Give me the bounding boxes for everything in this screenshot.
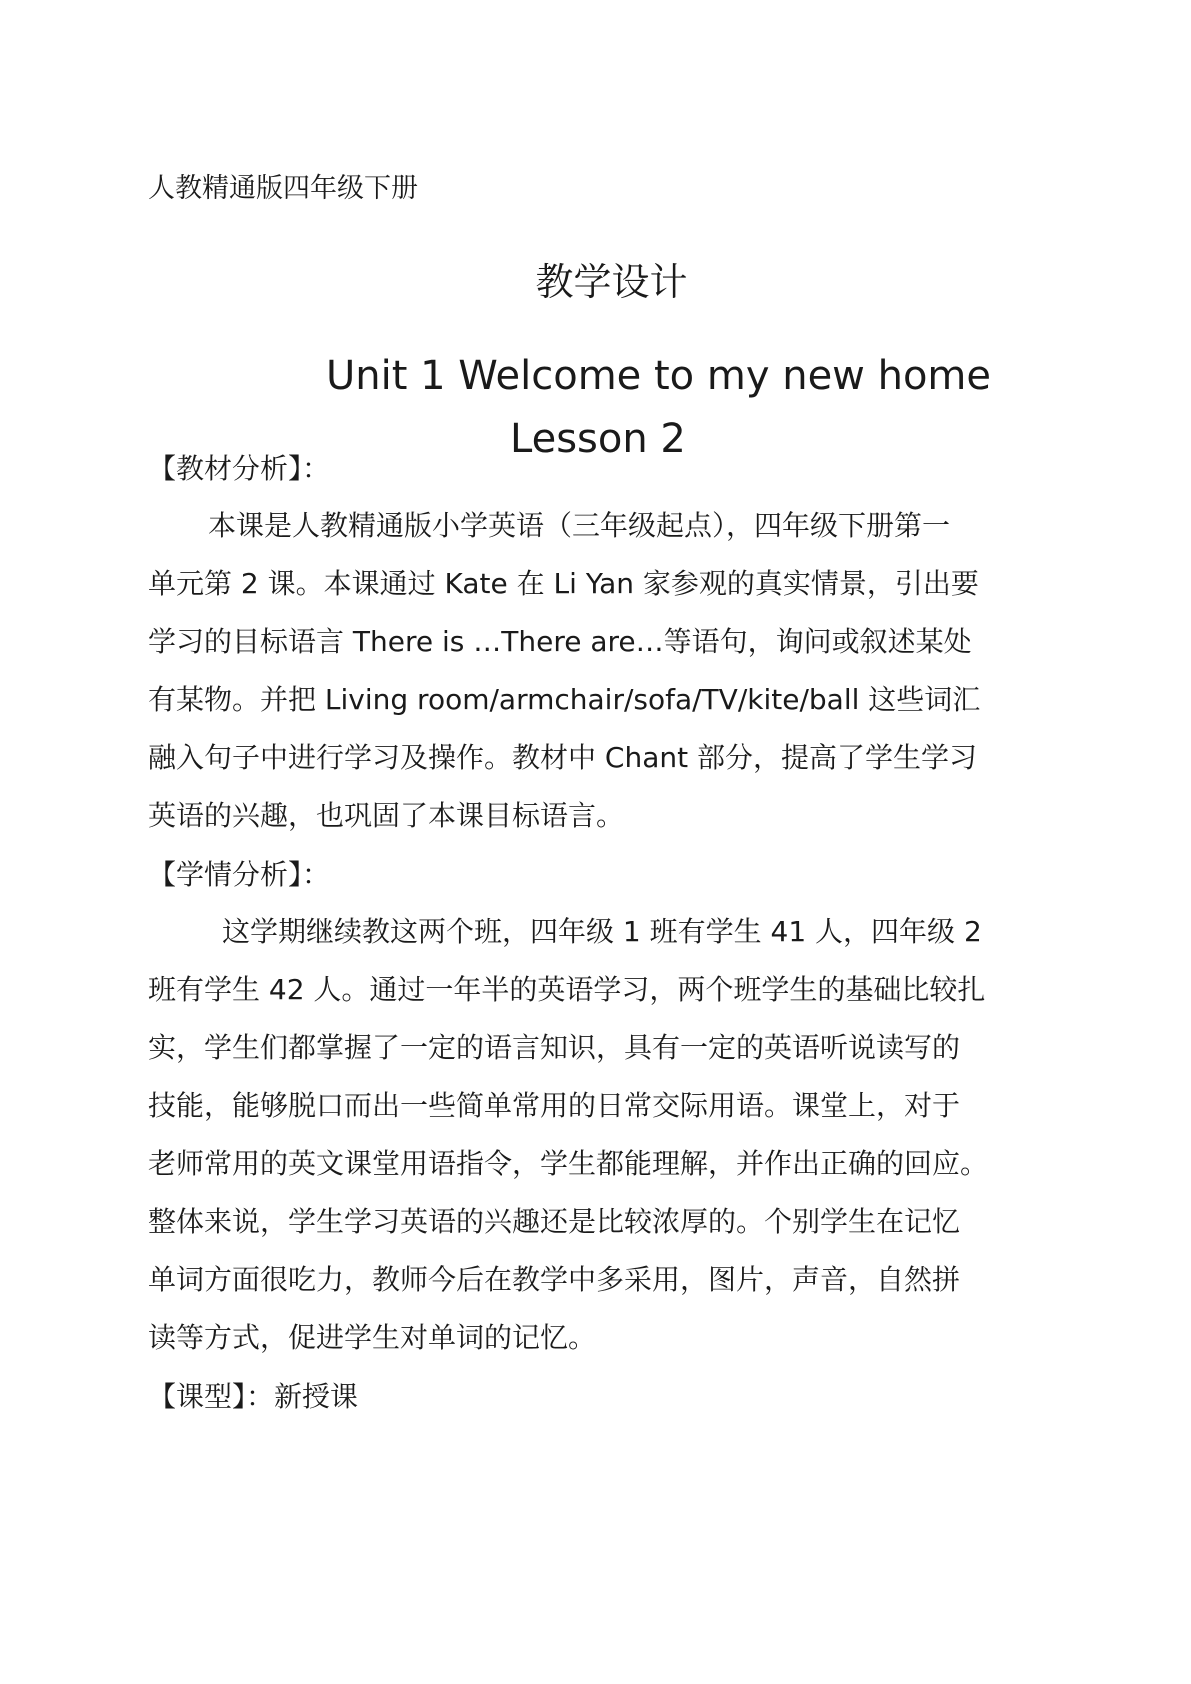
- student-analysis-line: 实，学生们都掌握了一定的语言知识，具有一定的英语听说读写的: [148, 1031, 961, 1064]
- lesson-type-value: 新授课: [274, 1380, 359, 1413]
- student-analysis-line: 班有学生 42 人。通过一年半的英语学习，两个班学生的基础比较扎: [148, 973, 986, 1006]
- material-analysis-line: 英语的兴趣，也巩固了本课目标语言。: [148, 799, 625, 832]
- material-analysis-heading: 【教材分析】：: [148, 452, 331, 485]
- material-analysis-line: 学习的目标语言 There is …There are…等语句，询问或叙述某处: [148, 625, 972, 658]
- student-analysis-line: 读等方式，促进学生对单词的记忆。: [148, 1321, 597, 1354]
- material-analysis-line: 单元第 2 课。本课通过 Kate 在 Li Yan 家参观的真实情景，引出要: [148, 567, 979, 600]
- student-analysis-line: 老师常用的英文课堂用语指令，学生都能理解，并作出正确的回应。: [148, 1147, 989, 1180]
- student-analysis-line: 技能，能够脱口而出一些简单常用的日常交际用语。课堂上，对于: [148, 1089, 961, 1122]
- unit-title: Unit 1 Welcome to my new home: [326, 353, 991, 399]
- lesson-type-heading: 【课型】：: [148, 1380, 275, 1413]
- lesson-title: Lesson 2: [510, 416, 686, 462]
- material-analysis-line: 本课是人教精通版小学英语（三年级起点），四年级下册第一: [208, 509, 951, 542]
- student-analysis-line: 这学期继续教这两个班，四年级 1 班有学生 41 人，四年级 2: [222, 915, 982, 948]
- student-analysis-line: 单词方面很吃力，教师今后在教学中多采用，图片，声音，自然拼: [148, 1263, 961, 1296]
- student-analysis-heading: 【学情分析】：: [148, 858, 331, 891]
- material-analysis-line: 有某物。并把 Living room/armchair/sofa/TV/kite/ball 这些词汇: [148, 683, 981, 716]
- document-title: 教学设计: [535, 260, 688, 304]
- lesson-type-row: [148, 1377, 358, 1417]
- material-analysis-line: 融入句子中进行学习及操作。教材中 Chant 部分，提高了学生学习: [148, 741, 977, 774]
- student-analysis-line: 整体来说，学生学习英语的兴趣还是比较浓厚的。个别学生在记忆: [148, 1205, 961, 1238]
- textbook-edition-label: 人教精通版四年级下册: [148, 173, 418, 204]
